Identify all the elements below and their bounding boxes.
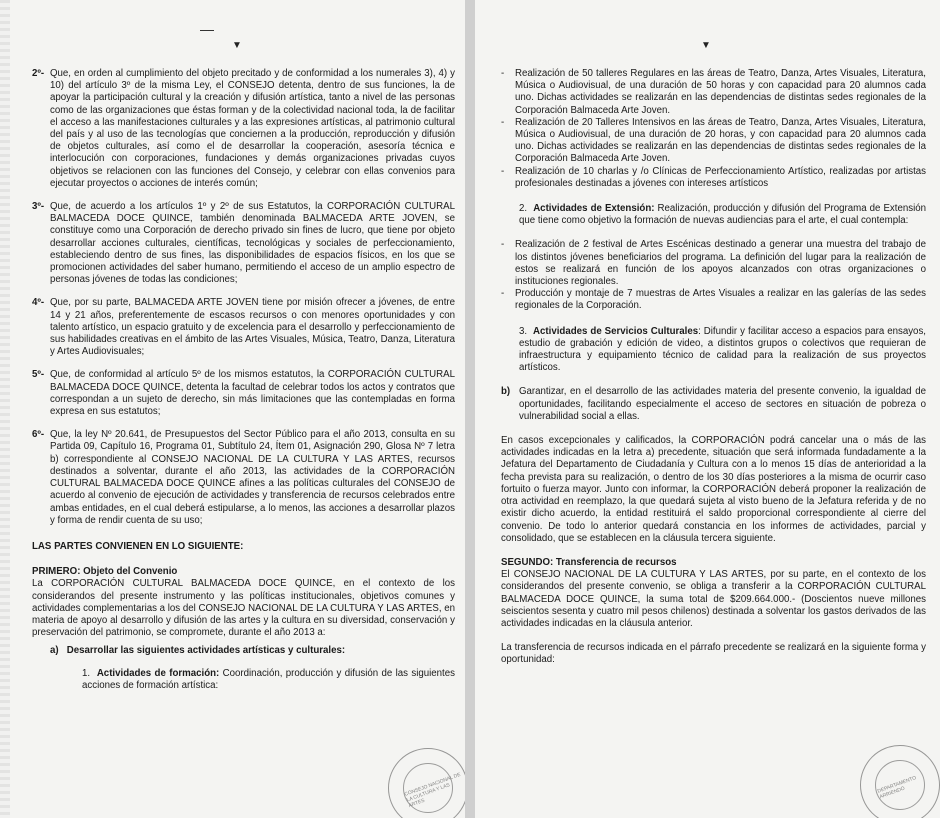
para-text: Que, la ley Nº 20.641, de Presupuestos del Sector Público para el año 2013, consulta en su Partida 09, Capítulo 16, Programa 01, Subtítulo 24, Ítem 01, Asignación 290, Glosa Nº 7 letra b) correspondiente al CONSEJO NACIONAL DE LA CULTURA Y LAS ARTES, recursos destinados a solventar, durante el año 2013, las actividades de la CORPORACIÓN CULTURAL BALMACEDA DOCE QUINCE afines a las políticas culturales del CONSEJO de acuerdo al convenio de ejecución de actividades y transferencia de recursos celebrados entre ambas entidades, en el cual deberá estipularse, a lo menos, las acciones a desarrollar plazos y forma de rendir cuenta de su uso; [50,429,455,526]
list-item: - Realización de 20 Talleres Intensivos en las áreas de Teatro, Danza, Artes Visuales, Literatura, Música o Audiovisual, de una duración de 20 horas, y con capacidad para 20 alumnos cada uno. Dichas actividades se realizarán en las dependencias de distintas sedes regionales de la Corporación Balmaceda Arte Joven. [501,116,926,165]
top-mark [200,30,214,31]
para-number: 2º- [32,68,45,79]
para-number: 3º- [32,201,45,213]
para-text: Que, de conformidad al artículo 5º de los mismos estatutos, la CORPORACIÓN CULTURAL BALMACEDA DOCE QUINCE, detenta la facultad de celebrar todos los actos y contratos que correspondan a un sujeto de derecho, sin más limitaciones que las contempladas en forma expresa en sus estatutos; [50,369,455,418]
activity-2: 2. Actividades de Extensión: Realización, producción y difusión del Programa de Extensión que tiene como objetivo la formación de nuevas audiencias para el arte, el cual contempla: [519,203,926,227]
clause-primero-title: PRIMERO: Objeto del Convenio [32,566,178,578]
page-gutter [465,0,475,818]
seal-text: CONSEJO NACIONAL DE LA CULTURA Y LAS ARTES [403,771,462,810]
para-number: 5º- [32,369,45,381]
activity-3-title: Actividades de Servicios Culturales [533,325,699,337]
right-body [501,68,926,667]
considerando-2 [32,68,455,190]
para-text: Que, por su parte, BALMACEDA ARTE JOVEN tiene por misión ofrecer a jóvenes, de entre 14 y 21 años, preferentemente de escasos recursos o con menores oportunidades y con talento artístico, un espacio gratuito y de excelencia para el desarrollo y perfeccionamiento de sus habilidades creativas en el ámbito de las Artes Visuales, Música, Teatro, Danza, Literatura y Artes Audiovisuales; [50,297,455,358]
clause-segundo-title: SEGUNDO: Transferencia de recursos [501,556,677,568]
stamp-text: DEPARTAMENTO ARRIENDO [876,775,918,801]
activity-1-text: Coordinación, producción y difusión de las siguientes acciones de formación artística: [82,667,455,691]
list-item: - Realización de 10 charlas y /o Clínicas de Perfeccionamiento Artístico, realizadas por artistas profesionales destinadas a jóvenes con intereses artísticos [501,165,926,189]
activity-2-title: Actividades de Extensión: [533,203,655,215]
item-a [32,645,455,657]
activity-3: 3. Actividades de Servicios Culturales: Difundir y facilitar acceso a espacios para ensayos, estudio de grabación y edición de video, a distintos grupos o colectivos que requieran de infraestructura y equipamiento técnico de calidad para la realización de sus proyectos artísticos. [519,325,926,374]
para-text: Que, en orden al cumplimiento del objeto precitado y de conformidad a los numerales 3), 4) y 10) del artículo 3º de la misma Ley, el CONSEJO detenta, dentro de sus funciones, la de apoyar la participación cultural y la creación y difusión artística, tanto a nivel de las personas como de las organizaciones que éstas forman y de la colectividad nacional toda, la de facilitar el acceso a las manifestaciones culturales y a las expresiones artísticas, al patrimonio cultural del país y al uso de las tecnologías que conciernen a la producción, reproducción y difusión de objetos culturales, así como el de desarrollar la cooperación, asesoría técnica e interlocución con corporaciones, fundaciones y demás organizaciones privadas cuyos objetivos se relacionen con las funciones del Consejo, y celebrar con ellas convenios para ejecutar proyectos o acciones de interés común; [50,68,455,189]
section-heading: LAS PARTES CONVIENEN EN LO SIGUIENTE: [32,540,244,552]
list-item: - Realización de 2 festival de Artes Escénicas destinado a generar una muestra del trabajo de los distintos jóvenes beneficiarios del programa. La definición del lugar para la realización de estos se realizará en función de los apoyos alcanzados con otras organizaciones o instituciones regionales. [501,239,926,288]
item-a-label: a) [50,645,59,657]
considerando-5 [32,369,455,418]
corner-mark: ▼ [701,40,711,51]
activity-1 [32,668,455,692]
clause-primero-text: La CORPORACIÓN CULTURAL BALMACEDA DOCE QUINCE, en el contexto de los considerandos del presente instrumento y las políticas institucionales, objetivos comunes y actividades complementarias a los del CONSEJO NACIONAL DE LA CULTURA Y LAS ARTES, en materia de apoyo al desarrollo y difusión de las artes y la cultura en su diversidad, conservación y preservación del patrimonio, se compromete, durante el año 2013 a: [32,578,455,639]
item-a-text: Desarrollar las siguientes actividades artísticas y culturales: [66,645,346,657]
scan-edge [0,0,10,818]
official-seal [388,748,465,818]
para-text: Que, de acuerdo a los artículos 1º y 2º de sus Estatutos, la CORPORACIÓN CULTURAL BALMACEDA DOCE QUINCE, también denominada BALMACEDA ARTE JOVEN, se constituye como una Corporación de derecho privado sin fines de lucro, que tiene por objeto desarrollar acciones culturales, científicas, tecnológicas y sociales de perfeccionamiento, estableciendo dentro de sus fines, las disponibilidades de espacios físicos, en los que se promocionen actividades del saber humano, permitiendo el acceso de un amplio espectro de personas jóvenes de todas las condiciones; [50,201,455,286]
right-page [475,0,940,818]
considerando-3 [32,201,455,286]
exceptions-paragraph: En casos excepcionales y calificados, la CORPORACIÓN podrá cancelar una o más de las actividades indicadas en la letra a) precedente, situación que será informada fundadamente a la Jefatura del Departamento de Ciudadanía y Cultura con a lo menos 15 días de anterioridad a la fecha prevista para su realización, o dentro de los 30 días posteriores a la misma de ocurrir caso fortuito o fuerza mayor. Junto con informar, la CORPORACIÓN deberá proponer la realización de otra actividad en reemplazo, la que quedará sujeta al visto bueno de la Jefatura referida y de no existir dicho acuerdo, la entidad restituirá el saldo proporcional correspondiente al cierre del convenio. De todo lo anterior quedará constancia en los informes de actividades, parcial y consolidado, que se establecen en la cláusula tercera siguiente. [501,435,926,544]
activity-1-title: Actividades de formación: [96,667,220,679]
para-number: 4º- [32,297,45,309]
considerando-6 [32,429,455,527]
item-b: b) Garantizar, en el desarrollo de las actividades materia del presente convenio, la igualdad de oportunidades, facilitando especialmente el acceso de sectores en situación de pobreza o vulnerabilidad social a ellas. [501,386,926,422]
corner-mark: ▼ [232,40,242,51]
left-page [0,0,465,818]
list-item: - Realización de 50 talleres Regulares en las áreas de Teatro, Danza, Artes Visuales, Literatura, Música o Audiovisual, de una duración de 50 horas y con capacidad para 20 alumnos cada uno. Dichas actividades se realizarán en las dependencias de distintas sedes regionales de la Corporación Balmaceda Arte Joven. [501,68,926,116]
transfer-paragraph: La transferencia de recursos indicada en el párrafo precedente se realizará en la siguiente forma y oportunidad: [501,642,926,666]
department-stamp [860,745,940,818]
left-body [32,68,455,692]
clause-segundo-text: El CONSEJO NACIONAL DE LA CULTURA Y LAS ARTES, por su parte, en el contexto de los considerandos del presente convenio, se obliga a transferir a la CORPORACIÓN CULTURAL BALMACEDA DOCE QUINCE, la suma total de $209.664.000.- (Doscientos nueve millones seiscientos sesenta y cuatro mil pesos chilenos) destinada a solventar los gastos derivados de las actividades indicadas en la cláusula anterior. [501,569,926,629]
activity-1-label: 1. [82,667,91,679]
list-item: - Producción y montaje de 7 muestras de Artes Visuales a realizar en las galerías de las sedes regionales de la Corporación. [501,288,926,312]
para-number: 6º- [32,429,45,441]
considerando-4 [32,297,455,358]
